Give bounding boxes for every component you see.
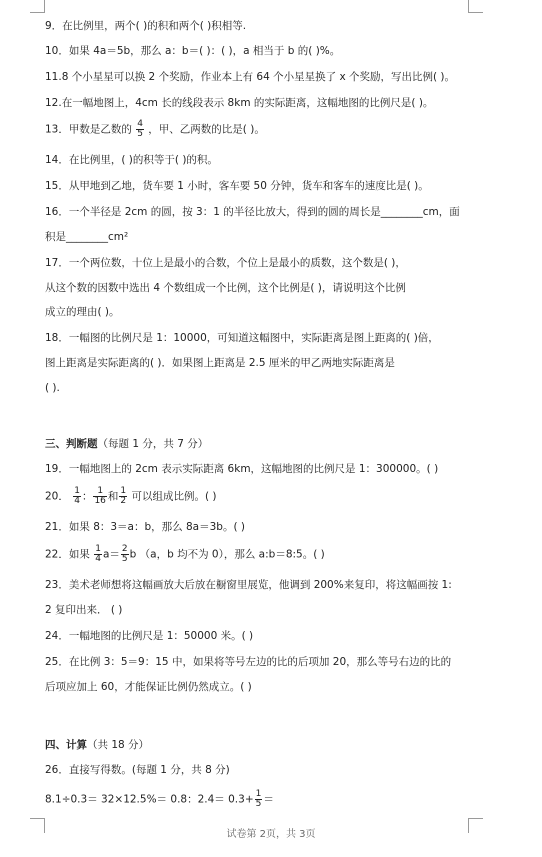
- question-21: 21．如果 8：3＝a：b，那么 8a＝3b。( ): [45, 521, 245, 533]
- variable-a: a: [102, 548, 110, 561]
- variable-b: b: [129, 548, 137, 561]
- question-19: 19．一幅地图上的 2cm 表示实际距离 6km，这幅地图的比例尺是 1：300000。( ): [45, 463, 439, 475]
- fraction-1-4: [73, 487, 81, 506]
- question-25-line-1: 25．在比例 3：5＝9：15 中，如果将等号左边的比的后项加 20，那么等号右边的比的: [45, 656, 452, 668]
- section-4-heading: [45, 738, 149, 752]
- fraction-1-5: [255, 790, 263, 809]
- fraction-denominator: 5: [255, 799, 262, 809]
- fraction-denominator: 2: [120, 496, 127, 506]
- fraction-numerator: 2: [121, 544, 128, 554]
- question-16-line-1: 16．一个半径是 2cm 的圆，按 3：1 的半径比放大，得到的圆的周长是________cm，面: [45, 206, 460, 218]
- fraction-denominator: 5: [137, 129, 143, 139]
- question-9: 9．在比例里，两个( )的积和两个( )积相等.: [45, 20, 247, 32]
- crop-mark-top-right: [468, 0, 483, 13]
- calculation-items: [45, 790, 274, 809]
- fraction-numerator: 4: [137, 119, 143, 129]
- question-26: 26．直接写得数。(每题 1 分，共 8 分): [45, 764, 230, 776]
- fraction-denominator: 4: [74, 496, 80, 506]
- question-25-line-2: 后项应加上 60，才能保证比例仍然成立。( ): [45, 681, 252, 693]
- fraction-denominator: 5: [121, 554, 128, 564]
- question-17-line-3: 成立的理由( )。: [45, 306, 120, 318]
- section-3-heading: [45, 437, 208, 451]
- question-22-suffix: （a，b 均不为 0），那么 a:b＝8:5。( ): [139, 548, 325, 561]
- fraction-numerator: 1: [93, 487, 106, 497]
- question-22-prefix: 22．如果: [45, 548, 90, 561]
- fraction-numerator: 1: [95, 544, 101, 554]
- calculation-expressions: 8.1÷0.3＝ 32×12.5%＝ 0.8：2.4＝ 0.3+: [45, 793, 254, 806]
- question-20-prefix: 20．: [45, 490, 69, 503]
- question-12: 12.在一幅地图上，4cm 长的线段表示 8km 的实际距离，这幅地图的比例尺是( )。: [45, 97, 434, 109]
- and-symbol: 和: [107, 490, 119, 503]
- fraction-1-4: [94, 545, 102, 564]
- fraction-2-5: [121, 545, 129, 564]
- question-17-line-1: 17．一个两位数，十位上是最小的合数，个位上是最小的质数，这个数是( )，: [45, 257, 406, 269]
- question-17-line-2: 从这个数的因数中选出 4 个数组成一个比例，这个比例是( )，请说明这个比例: [45, 282, 406, 294]
- fraction-denominator: 16: [94, 496, 106, 506]
- fraction-4-5: [136, 120, 144, 139]
- question-13-suffix: ，甲、乙两数的比是( )。: [148, 123, 265, 136]
- question-18-line-2: 图上距离是实际距离的( )．如果图上距离是 2.5 厘米的甲乙两地实际距离是: [45, 357, 395, 369]
- question-20: [45, 487, 217, 506]
- question-22: [45, 545, 325, 564]
- question-24: 24．一幅地图的比例尺是 1：50000 米。( ): [45, 630, 254, 642]
- fraction-denominator: 4: [95, 554, 101, 564]
- section-4-note: （共 18 分）: [87, 739, 150, 751]
- question-18-line-3: ( ).: [45, 382, 60, 394]
- question-23-line-1: 23．美术老师想将这幅画放大后放在橱窗里展览，他调到 200%来复印，将这幅画按 1:: [45, 579, 452, 591]
- fraction-numerator: 1: [120, 486, 127, 496]
- question-15: 15．从甲地到乙地，货车要 1 小时，客车要 50 分钟，货车和客车的速度比是( )。: [45, 180, 429, 192]
- question-13-prefix: 13．甲数是乙数的: [45, 123, 132, 136]
- fraction-numerator: 1: [74, 486, 80, 496]
- page-footer: 试卷第 2页，共 3页: [226, 829, 316, 840]
- section-4-title: 四、计算: [45, 739, 87, 751]
- question-18-line-1: 18．一幅图的比例尺是 1：10000，可知道这幅图中，实际距离是图上距离的( )倍，: [45, 332, 439, 344]
- equals-symbol: ＝: [109, 548, 120, 561]
- crop-mark-top-left: [30, 0, 45, 13]
- question-13: [45, 120, 265, 139]
- question-14: 14．在比例里，( )的积等于( )的积。: [45, 154, 218, 166]
- question-16-line-2: 积是________cm²: [45, 231, 129, 243]
- question-20-suffix: 可以组成比例。( ): [131, 490, 217, 503]
- question-10: 10．如果 4a＝5b，那么 a：b＝( )：( )，a 相当于 b 的( )%。: [45, 45, 341, 57]
- section-3-title: 三、判断题: [45, 438, 98, 450]
- fraction-1-2: [119, 487, 127, 506]
- section-3-note: （每题 1 分，共 7 分）: [97, 438, 209, 450]
- fraction-1-16: [93, 487, 106, 506]
- question-23-line-2: 2 复印出来． ( ): [45, 604, 123, 616]
- fraction-numerator: 1: [255, 789, 262, 799]
- equals-symbol: ＝: [263, 793, 274, 806]
- question-11: 11.8 个小星星可以换 2 个奖励，作业本上有 64 个小星星换了 x 个奖励，写出比例( )。: [45, 71, 456, 83]
- colon-symbol: ：: [81, 490, 93, 503]
